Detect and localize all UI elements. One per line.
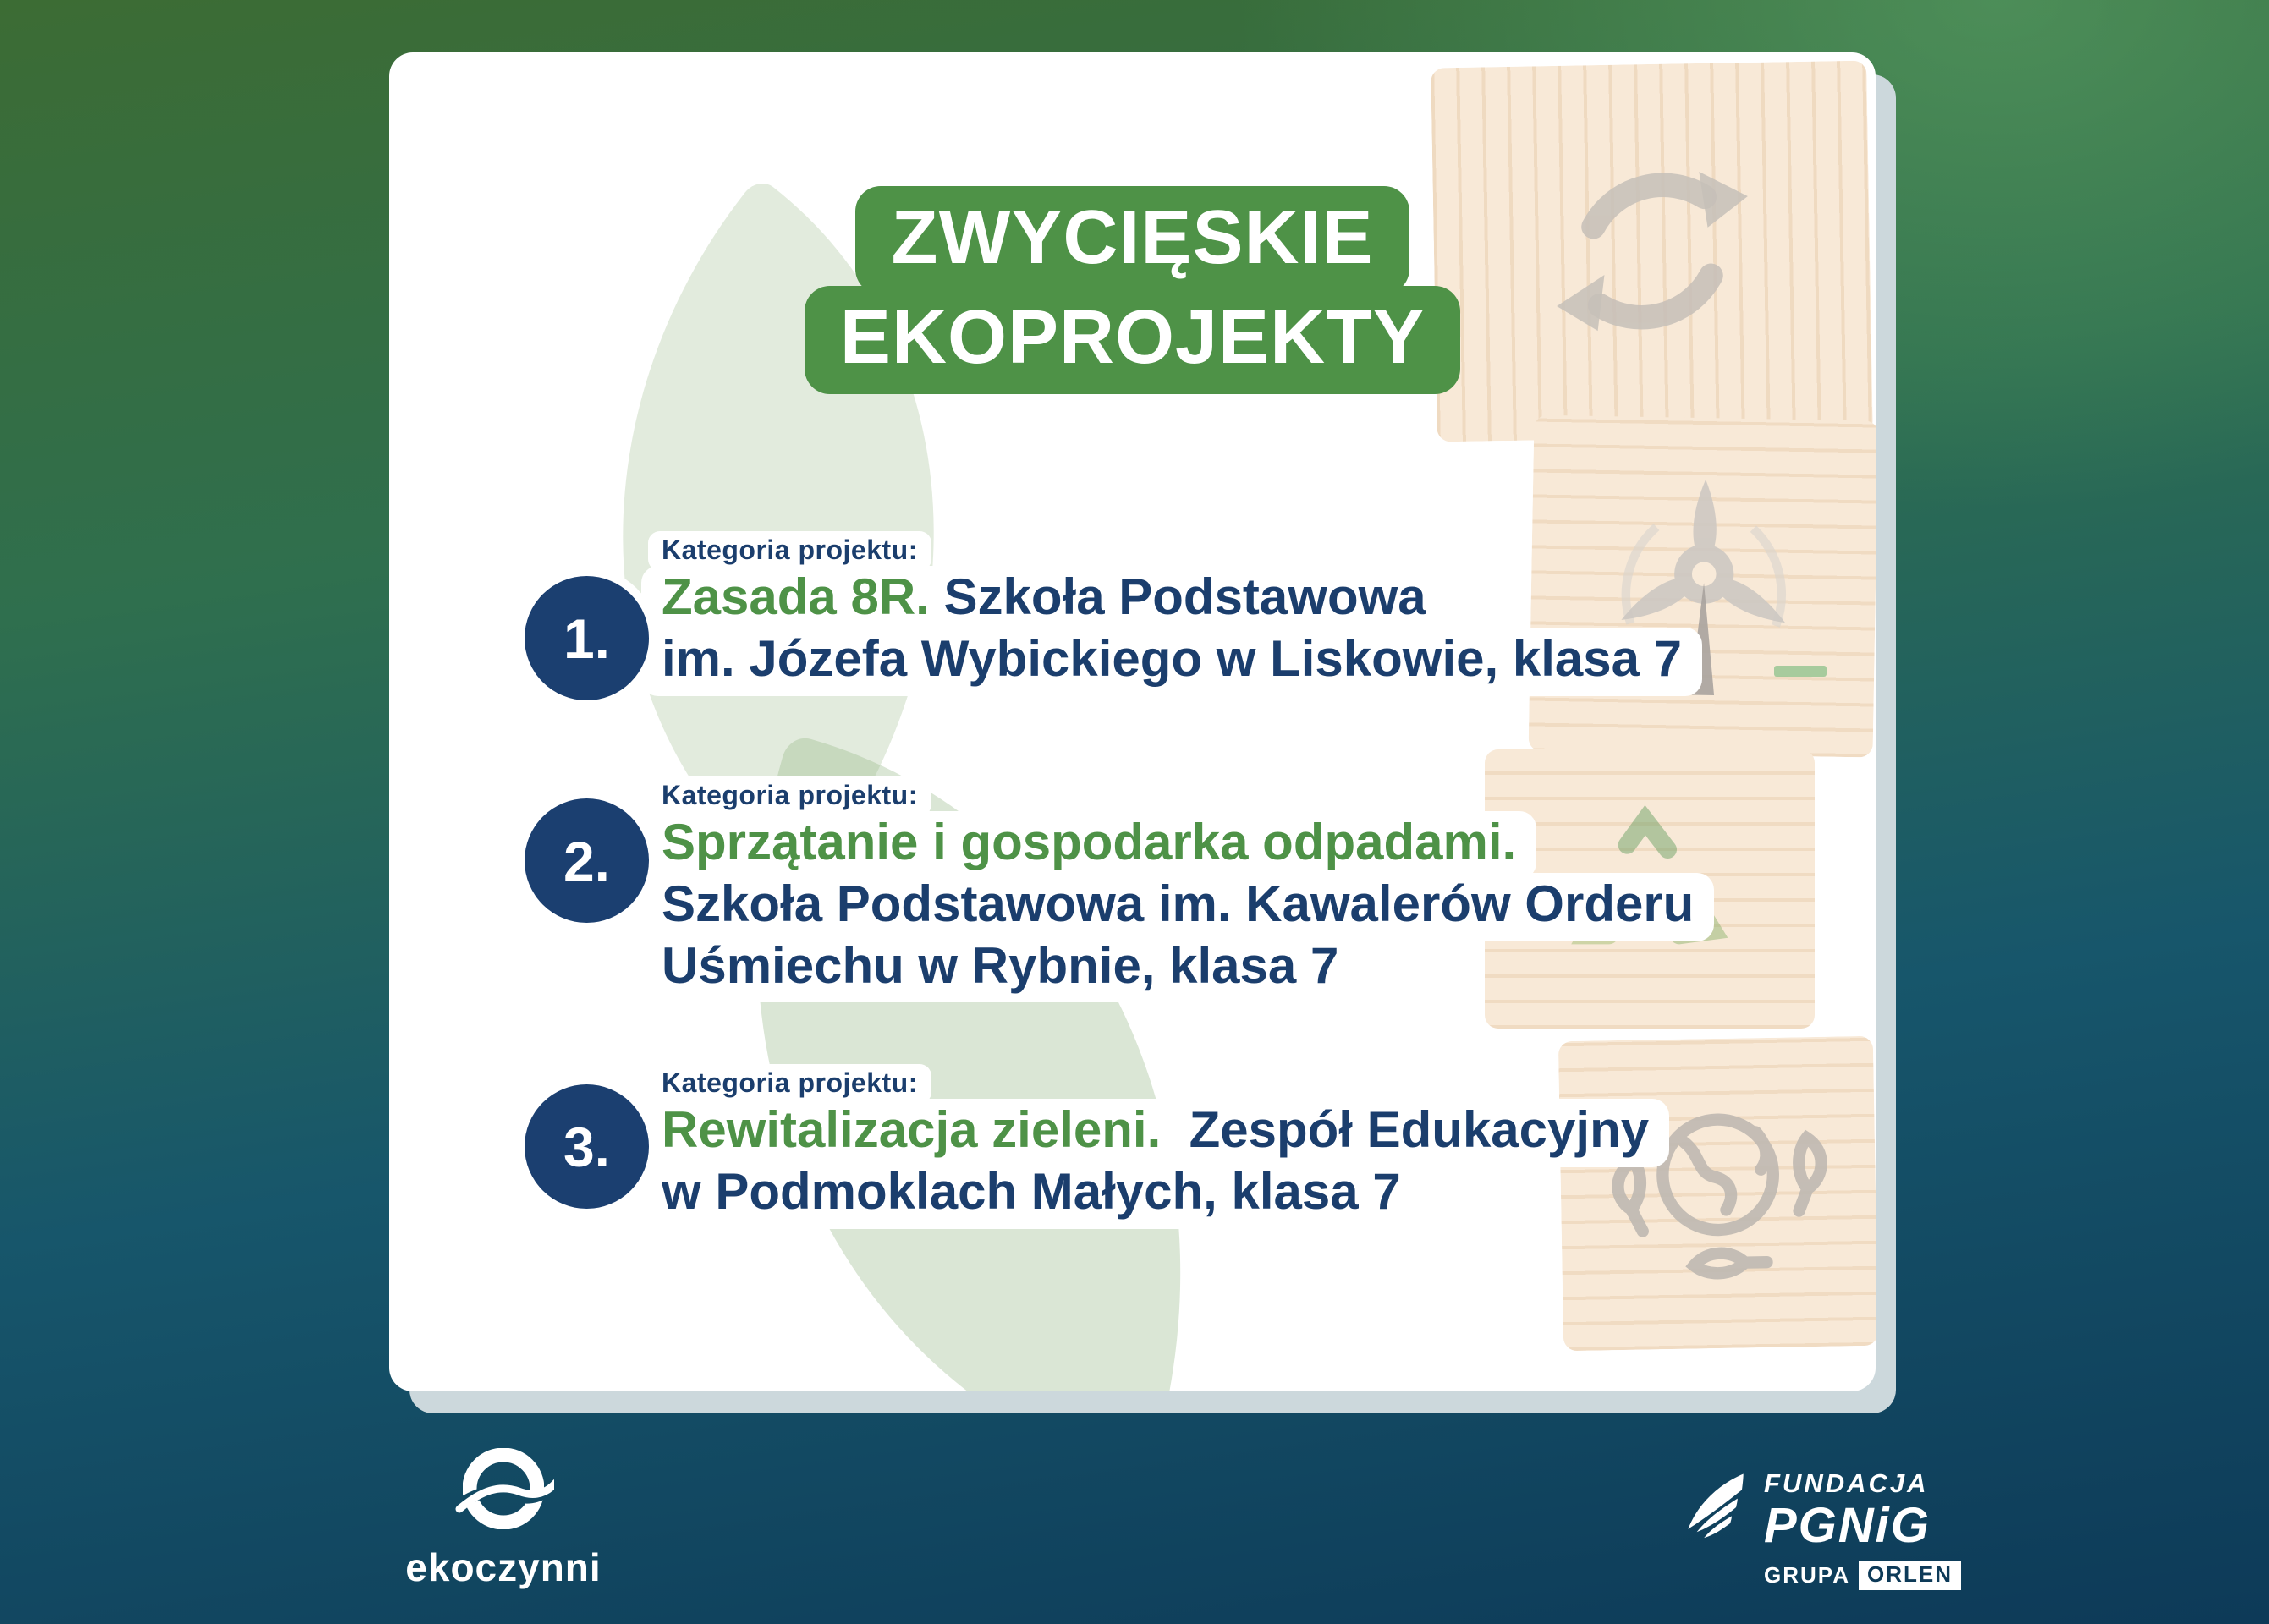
project-item-3 bbox=[525, 1064, 1846, 1229]
title-line-2: EKOPROJEKTY bbox=[805, 286, 1460, 394]
project-description bbox=[662, 1099, 1846, 1229]
ekoczynni-wordmark: ekoczynni bbox=[405, 1545, 602, 1589]
project-text-segment: Zasada 8R. bbox=[662, 568, 930, 625]
project-text-segment: Zespół Edukacyjny bbox=[1161, 1101, 1650, 1158]
project-item-2 bbox=[525, 776, 1846, 1002]
title-line-1: ZWYCIĘSKIE bbox=[855, 186, 1409, 294]
project-text-line bbox=[641, 566, 1447, 634]
rank-badge-3: 3. bbox=[525, 1084, 649, 1209]
project-item-content bbox=[662, 531, 1846, 696]
project-text-segment: Rewitalizacja zieleni. bbox=[662, 1101, 1162, 1158]
project-text-line bbox=[641, 811, 1536, 880]
project-text-line bbox=[641, 1099, 1669, 1167]
category-label: Kategoria projektu: bbox=[648, 1064, 931, 1104]
fundacja-label: FUNDACJA bbox=[1764, 1468, 1929, 1498]
project-text-segment: im. Józefa Wybickiego w Liskowie, klasa 7 bbox=[662, 629, 1683, 687]
project-item-content bbox=[662, 776, 1846, 1002]
rank-badge-2: 2. bbox=[525, 798, 649, 923]
project-description bbox=[662, 566, 1846, 696]
project-text-segment: w Podmoklach Małych, klasa 7 bbox=[662, 1162, 1401, 1220]
category-label: Kategoria projektu: bbox=[648, 776, 931, 816]
project-text-line bbox=[641, 1160, 1421, 1229]
project-text-segment: Szkoła Podstawowa bbox=[929, 568, 1426, 625]
project-item-1 bbox=[525, 531, 1846, 696]
project-text-line bbox=[641, 935, 1359, 1003]
rank-badge-1: 1. bbox=[525, 576, 649, 700]
fundacja-pgnig-logo bbox=[1679, 1468, 1961, 1590]
pgnig-label: PGNiG bbox=[1764, 1498, 1931, 1553]
grupa-label: GRUPA bbox=[1764, 1562, 1850, 1588]
poster-title bbox=[389, 186, 1876, 394]
project-description bbox=[662, 811, 1846, 1002]
ekoczynni-logo bbox=[364, 1438, 643, 1590]
project-text-segment: Sprzątanie i gospodarka odpadami. bbox=[662, 814, 1517, 870]
category-label: Kategoria projektu: bbox=[648, 531, 931, 571]
pgnig-wing-icon bbox=[1679, 1468, 1752, 1546]
orlen-badge: ORLEN bbox=[1859, 1561, 1961, 1590]
project-text-line bbox=[641, 628, 1702, 696]
grupa-orlen-row bbox=[1764, 1561, 1961, 1590]
pgnig-wordmark-group bbox=[1764, 1468, 1961, 1590]
ekoczynni-wave-icon bbox=[453, 1438, 554, 1539]
project-text-segment: Uśmiechu w Rybnie, klasa 7 bbox=[662, 936, 1339, 994]
project-text-segment: Szkoła Podstawowa im. Kawalerów Orderu bbox=[662, 875, 1695, 932]
project-item-content bbox=[662, 1064, 1846, 1229]
project-text-line bbox=[641, 873, 1714, 941]
